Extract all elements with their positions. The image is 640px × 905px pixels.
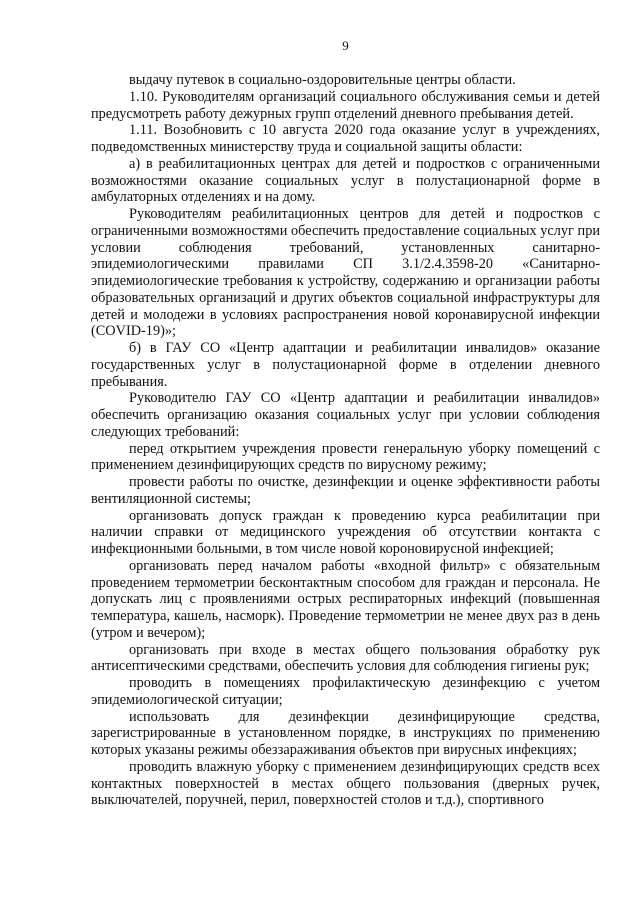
document-body: [91, 72, 600, 809]
paragraph: а) в реабилитационных центрах для детей и подростков с ограниченными возможностями оказание социальных услуг в полустационарной форме в амбулаторных отделениях и на дому.: [91, 155, 600, 206]
paragraph: организовать перед началом работы «входной фильтр» с обязательным проведением термометрии бесконтактным способом для граждан и персонала. Не допускать лиц с проявлениями острых респираторных инфекций (повышенная температура, кашель, насморк). Проведение термометрии не менее двух раз в день (утром и вечером);: [91, 557, 600, 641]
paragraph: проводить влажную уборку с применением дезинфицирующих средств всех контактных поверхностей в местах общего пользования (дверных ручек, выключателей, поручней, перил, поверхностей столов и т.д.), спортивного: [91, 758, 600, 809]
paragraph: 1.10. Руководителям организаций социального обслуживания семьи и детей предусмотреть работу дежурных групп отделений дневного пребывания детей.: [91, 88, 600, 122]
paragraph: организовать при входе в местах общего пользования обработку рук антисептическими средствами, обеспечить условия для соблюдения гигиены рук;: [91, 641, 600, 675]
paragraph: Руководителю ГАУ СО «Центр адаптации и реабилитации инвалидов» обеспечить организацию оказания социальных услуг при условии соблюдения следующих требований:: [91, 390, 600, 440]
paragraph: организовать допуск граждан к проведению курса реабилитации при наличии справки от медицинского учреждения об отсутствии контакта с инфекционными больными, в том числе новой короновирусной инфекцией;: [91, 507, 600, 557]
paragraph: Руководителям реабилитационных центров для детей и подростков с ограниченными возможностями обеспечить предоставление социальных услуг при условии соблюдения требований, установленных санитарно-эпидемиологическими правилами СП 3.1/2.4.3598-20 «Санитарно-эпидемиологические требования к устройству, содержанию и организации работы образовательных организаций и других объектов социальной инфраструктуры для детей и молодежи в условиях распространения новой коронавирусной инфекции (COVID-19)»;: [91, 206, 600, 340]
paragraph: перед открытием учреждения провести генеральную уборку помещений с применением дезинфицирующих средств по вирусному режиму;: [91, 440, 600, 474]
paragraph: проводить в помещениях профилактическую дезинфекцию с учетом эпидемиологической ситуации;: [91, 675, 600, 708]
paragraph: выдачу путевок в социально-оздоровительные центры области.: [129, 72, 516, 88]
paragraph: провести работы по очистке, дезинфекции и оценке эффективности работы вентиляционной системы;: [91, 474, 600, 507]
paragraph: б) в ГАУ СО «Центр адаптации и реабилитации инвалидов» оказание государственных услуг в полустационарной форме в отделении дневного пребывания.: [91, 340, 600, 390]
paragraph: 1.11. Возобновить с 10 августа 2020 года оказание услуг в учреждениях, подведомственных министерству труда и социальной защиты области:: [91, 122, 600, 155]
page-number: 9: [342, 38, 349, 53]
paragraph: использовать для дезинфекции дезинфицирующие средства, зарегистрированные в установленном порядке, в инструкциях по применению которых указаны режимы обеззараживания объектов при вирусных инфекциях;: [91, 708, 600, 758]
